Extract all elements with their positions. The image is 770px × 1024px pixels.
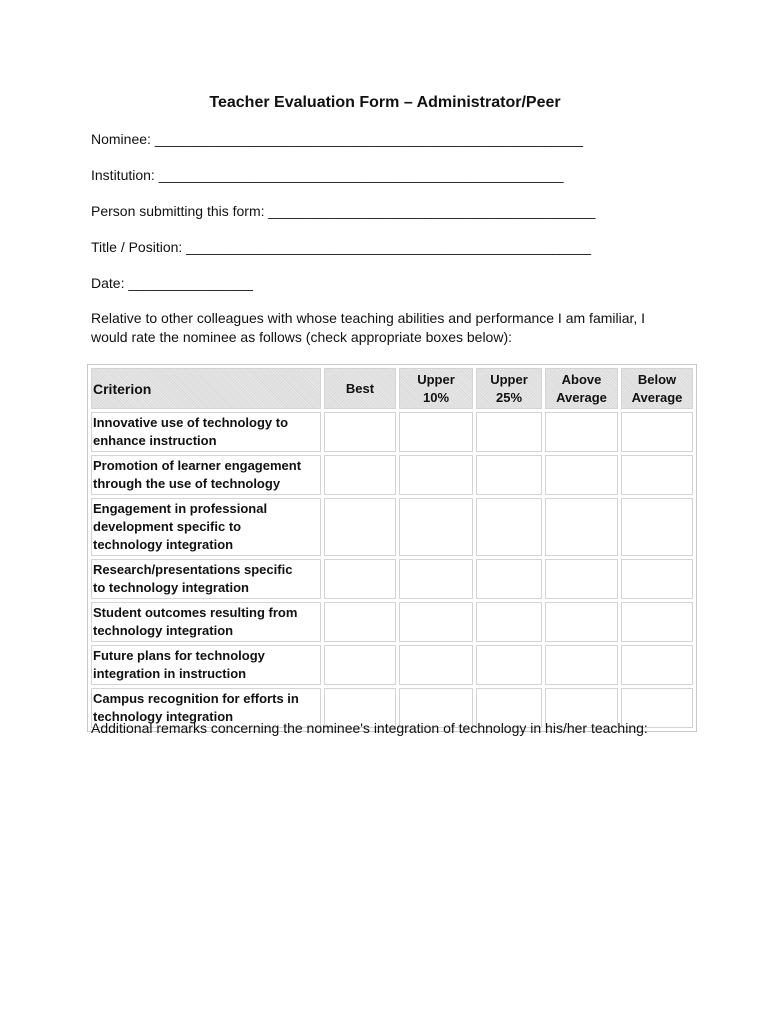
checkbox-upper-10[interactable] bbox=[399, 455, 473, 495]
table-header-row bbox=[91, 368, 693, 409]
checkbox-upper-10[interactable] bbox=[399, 412, 473, 452]
checkbox-below-average[interactable] bbox=[621, 559, 693, 599]
checkbox-best[interactable] bbox=[324, 412, 396, 452]
nominee-label: Nominee: bbox=[91, 131, 155, 147]
header-upper-10: Upper 10% bbox=[399, 368, 473, 409]
checkbox-below-average[interactable] bbox=[621, 602, 693, 642]
checkbox-below-average[interactable] bbox=[621, 498, 693, 556]
criterion-cell: Student outcomes resulting from technology integration bbox=[91, 602, 321, 642]
date-line: ________________ bbox=[128, 275, 253, 291]
submitter-line: __________________________________________ bbox=[268, 203, 596, 219]
title-position-field[interactable] bbox=[91, 239, 591, 255]
checkbox-above-average[interactable] bbox=[545, 645, 618, 685]
criterion-cell: Campus recognition for efforts in technology integration bbox=[91, 688, 321, 728]
checkbox-upper-25[interactable] bbox=[476, 455, 542, 495]
checkbox-below-average[interactable] bbox=[621, 455, 693, 495]
remarks-prompt: Additional remarks concerning the nominee's integration of technology in his/her teaching: bbox=[91, 720, 648, 736]
checkbox-above-average[interactable] bbox=[545, 602, 618, 642]
checkbox-above-average[interactable] bbox=[545, 455, 618, 495]
checkbox-upper-10[interactable] bbox=[399, 645, 473, 685]
form-title: Teacher Evaluation Form – Administrator/Peer bbox=[209, 94, 561, 111]
table-row bbox=[91, 412, 693, 452]
criterion-cell: Research/presentations specific to technology integration bbox=[91, 559, 321, 599]
institution-label: Institution: bbox=[91, 167, 159, 183]
date-field[interactable] bbox=[91, 275, 253, 291]
date-label: Date: bbox=[91, 275, 129, 291]
institution-line: ____________________________________________________ bbox=[158, 167, 564, 183]
table-row bbox=[91, 559, 693, 599]
checkbox-above-average[interactable] bbox=[545, 559, 618, 599]
title-position-label: Title / Position: bbox=[91, 239, 187, 255]
checkbox-upper-10[interactable] bbox=[399, 602, 473, 642]
checkbox-upper-25[interactable] bbox=[476, 412, 542, 452]
institution-field[interactable] bbox=[91, 167, 564, 183]
checkbox-best[interactable] bbox=[324, 455, 396, 495]
checkbox-upper-10[interactable] bbox=[399, 498, 473, 556]
header-below-average: Below Average bbox=[621, 368, 693, 409]
checkbox-above-average[interactable] bbox=[545, 498, 618, 556]
table-row bbox=[91, 498, 693, 556]
criterion-cell: Future plans for technology integration in instruction bbox=[91, 645, 321, 685]
nominee-line: _______________________________________________________ bbox=[154, 131, 584, 147]
checkbox-upper-10[interactable] bbox=[399, 559, 473, 599]
nominee-field[interactable] bbox=[91, 131, 583, 147]
submitter-field[interactable] bbox=[91, 203, 595, 219]
table-row bbox=[91, 645, 693, 685]
header-above-average: Above Average bbox=[545, 368, 618, 409]
criterion-cell: Engagement in professional development specific to technology integration bbox=[91, 498, 321, 556]
checkbox-upper-25[interactable] bbox=[476, 498, 542, 556]
checkbox-upper-25[interactable] bbox=[476, 602, 542, 642]
table-row bbox=[91, 602, 693, 642]
checkbox-above-average[interactable] bbox=[545, 412, 618, 452]
rating-table bbox=[87, 364, 697, 732]
checkbox-best[interactable] bbox=[324, 559, 396, 599]
header-criterion: Criterion bbox=[91, 368, 321, 409]
checkbox-below-average[interactable] bbox=[621, 645, 693, 685]
checkbox-best[interactable] bbox=[324, 498, 396, 556]
header-best: Best bbox=[324, 368, 396, 409]
checkbox-best[interactable] bbox=[324, 645, 396, 685]
title-position-line: ____________________________________________________ bbox=[186, 239, 592, 255]
table-row bbox=[91, 455, 693, 495]
criterion-cell: Innovative use of technology to enhance instruction bbox=[91, 412, 321, 452]
intro-text: Relative to other colleagues with whose teaching abilities and performance I am familiar, I would rate the nominee as follows (check appropriate boxes below): bbox=[91, 310, 646, 345]
criterion-cell: Promotion of learner engagement through the use of technology bbox=[91, 455, 321, 495]
checkbox-upper-25[interactable] bbox=[476, 645, 542, 685]
checkbox-best[interactable] bbox=[324, 602, 396, 642]
checkbox-below-average[interactable] bbox=[621, 412, 693, 452]
header-upper-25: Upper 25% bbox=[476, 368, 542, 409]
checkbox-upper-25[interactable] bbox=[476, 559, 542, 599]
submitter-label: Person submitting this form: bbox=[91, 203, 269, 219]
